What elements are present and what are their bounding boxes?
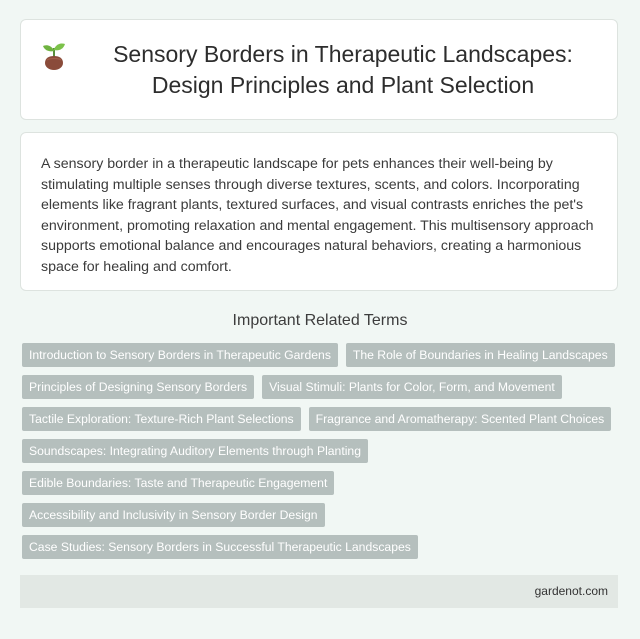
term-tag[interactable]: Accessibility and Inclusivity in Sensory Border Design	[22, 503, 325, 527]
seedling-icon	[41, 41, 67, 71]
term-tag[interactable]: Edible Boundaries: Taste and Therapeutic Engagement	[22, 471, 334, 495]
term-tag[interactable]: Visual Stimuli: Plants for Color, Form, and Movement	[262, 375, 562, 399]
term-tag[interactable]: Principles of Designing Sensory Borders	[22, 375, 254, 399]
intro-paragraph: A sensory border in a therapeutic landscape for pets enhances their well-being by stimulating multiple senses through diverse textures, scents, and colors. Incorporating elements like fragrant plants, textured surfaces, and visual contrasts enriches the pet's environment, promoting relaxation and mental engagement. This multisensory approach supports emotional balance and encourages natural behaviors, creating a harmonious space for healing and comfort.	[41, 156, 594, 275]
footer-site-link[interactable]: gardenot.com	[534, 584, 608, 598]
header-card	[20, 19, 618, 120]
term-tag[interactable]: Soundscapes: Integrating Auditory Elements through Planting	[22, 439, 368, 463]
related-terms-heading: Important Related Terms	[232, 312, 408, 329]
intro-card	[20, 132, 618, 291]
term-tag[interactable]: The Role of Boundaries in Healing Landscapes	[346, 343, 615, 367]
related-terms-list	[22, 343, 622, 559]
footer	[20, 575, 618, 608]
title-wrap	[21, 39, 617, 101]
term-tag[interactable]: Fragrance and Aromatherapy: Scented Plant Choices	[309, 407, 612, 431]
term-tag[interactable]: Introduction to Sensory Borders in Therapeutic Gardens	[22, 343, 338, 367]
page-title: Sensory Borders in Therapeutic Landscapes: Design Principles and Plant Selection	[113, 40, 573, 98]
term-tag[interactable]: Case Studies: Sensory Borders in Successful Therapeutic Landscapes	[22, 535, 418, 559]
term-tag[interactable]: Tactile Exploration: Texture-Rich Plant Selections	[22, 407, 301, 431]
